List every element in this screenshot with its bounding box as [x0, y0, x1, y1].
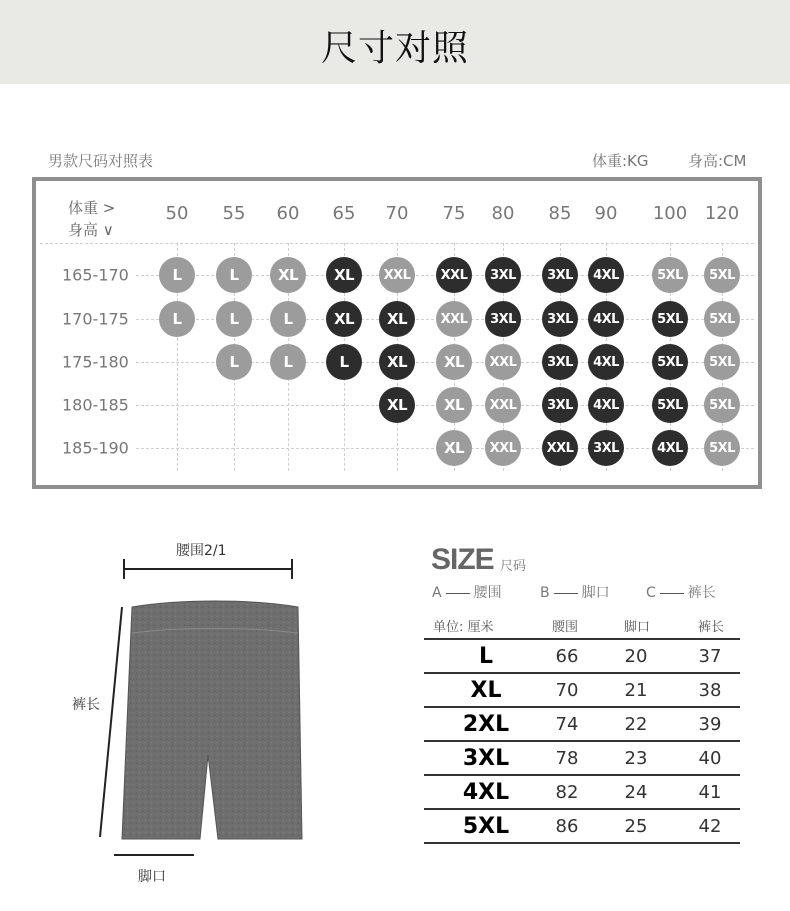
- waist-value: 82: [555, 782, 579, 803]
- size-dot: L: [216, 344, 252, 380]
- size-dot: 4XL: [588, 301, 624, 337]
- size-row-label: 2XL: [462, 712, 510, 737]
- weight-unit-label: 体重:KG: [592, 152, 649, 170]
- table-divider: [424, 774, 740, 776]
- weight-column-label: 70: [385, 203, 409, 224]
- size-dot: L: [270, 344, 306, 380]
- size-dot: XL: [436, 344, 472, 380]
- weight-column-label: 65: [332, 203, 356, 224]
- size-dot: L: [159, 257, 195, 293]
- size-dot: 3XL: [485, 301, 521, 337]
- height-unit-label: 身高:CM: [688, 152, 747, 170]
- leg-value: 22: [624, 714, 648, 735]
- size-dot: 5XL: [652, 344, 688, 380]
- shorts-shape: [122, 601, 302, 839]
- weight-axis-label: 体重 >: [68, 199, 116, 217]
- size-row-label: 3XL: [462, 746, 510, 771]
- size-row-label: 4XL: [462, 780, 510, 805]
- height-row-label: 170-175: [62, 309, 129, 329]
- size-row-label: XL: [470, 678, 502, 703]
- leg-value: 23: [624, 748, 648, 769]
- size-dot: XL: [436, 387, 472, 423]
- shorts-diagram: [90, 555, 330, 865]
- height-row-label: 185-190: [62, 438, 129, 458]
- table-divider: [424, 672, 740, 674]
- size-dot: 4XL: [588, 387, 624, 423]
- weight-column-label: 50: [165, 203, 189, 224]
- size-dot: 4XL: [588, 257, 624, 293]
- size-dot: XL: [379, 344, 415, 380]
- size-dot: 5XL: [652, 387, 688, 423]
- size-dot: XL: [326, 301, 362, 337]
- size-dot: 5XL: [652, 257, 688, 293]
- length-value: 42: [698, 816, 722, 837]
- height-row-label: 175-180: [62, 352, 129, 372]
- waist-value: 78: [555, 748, 579, 769]
- size-dot: 5XL: [704, 430, 740, 466]
- size-dot: XXL: [485, 344, 521, 380]
- size-dot: 3XL: [542, 387, 578, 423]
- waist-header: 腰围: [552, 620, 579, 635]
- size-dot: L: [216, 301, 252, 337]
- table-divider: [424, 740, 740, 742]
- table-divider: [424, 638, 740, 640]
- size-dot: XXL: [436, 301, 472, 337]
- size-dot: L: [159, 301, 195, 337]
- size-dot: 5XL: [704, 387, 740, 423]
- size-chart-frame: [32, 177, 762, 489]
- height-row-label: 165-170: [62, 265, 129, 285]
- weight-column-label: 60: [276, 203, 300, 224]
- weight-column-label: 100: [652, 203, 688, 224]
- weight-column-label: 80: [491, 203, 515, 224]
- weight-column-label: 75: [442, 203, 466, 224]
- length-label: 裤长: [72, 697, 100, 713]
- table-divider: [424, 706, 740, 708]
- length-measure-line: [100, 607, 122, 837]
- waist-value: 86: [555, 816, 579, 837]
- unit-header: 单位: 厘米: [433, 620, 494, 635]
- size-dot: XXL: [542, 430, 578, 466]
- size-dot: 3XL: [588, 430, 624, 466]
- table-divider: [424, 842, 740, 844]
- length-value: 39: [698, 714, 722, 735]
- height-row-label: 180-185: [62, 395, 129, 415]
- height-axis-label: 身高 ∨: [68, 221, 114, 239]
- size-subtitle: 尺码: [500, 559, 527, 574]
- size-row-label: 5XL: [462, 814, 510, 839]
- size-dot: 4XL: [652, 430, 688, 466]
- length-value: 40: [698, 748, 722, 769]
- waist-value: 66: [555, 646, 579, 667]
- weight-column-label: 85: [548, 203, 572, 224]
- size-dot: L: [326, 344, 362, 380]
- size-title: SIZE: [431, 543, 494, 576]
- size-row-label: L: [478, 644, 494, 669]
- size-dot: XXL: [485, 387, 521, 423]
- table-divider: [424, 808, 740, 810]
- waist-value: 70: [555, 680, 579, 701]
- size-dot: 5XL: [704, 257, 740, 293]
- size-dot: XL: [270, 257, 306, 293]
- size-dot: 5XL: [704, 301, 740, 337]
- leg-value: 21: [624, 680, 648, 701]
- page-title: 尺寸对照: [320, 28, 469, 69]
- size-dot: 5XL: [652, 301, 688, 337]
- size-dot: XXL: [436, 257, 472, 293]
- leg-value: 20: [624, 646, 648, 667]
- size-dot: XL: [379, 301, 415, 337]
- size-dot: 3XL: [542, 257, 578, 293]
- waist-measure-line: [124, 559, 292, 579]
- size-dot: L: [270, 301, 306, 337]
- size-dot: 3XL: [485, 257, 521, 293]
- waist-value: 74: [555, 714, 579, 735]
- size-dot: XL: [326, 257, 362, 293]
- title-banner: [0, 0, 790, 84]
- size-dot: 5XL: [704, 344, 740, 380]
- size-dot: 3XL: [542, 344, 578, 380]
- length-value: 37: [698, 646, 722, 667]
- size-dot: XL: [379, 387, 415, 423]
- size-dot: 4XL: [588, 344, 624, 380]
- legend-a: A 腰围: [432, 585, 502, 601]
- weight-column-label: 90: [594, 203, 618, 224]
- leg-opening-label: 脚口: [138, 869, 166, 885]
- legend-b: B 脚口: [540, 585, 610, 601]
- leg-header: 脚口: [624, 620, 651, 635]
- weight-column-label: 120: [704, 203, 740, 224]
- size-dot: XXL: [485, 430, 521, 466]
- length-header: 裤长: [698, 620, 725, 635]
- size-dot: XXL: [379, 257, 415, 293]
- size-dot: 3XL: [542, 301, 578, 337]
- legend-c: C 裤长: [646, 585, 716, 601]
- size-dot: L: [216, 257, 252, 293]
- leg-value: 24: [624, 782, 648, 803]
- leg-value: 25: [624, 816, 648, 837]
- chart-subtitle: 男款尺码对照表: [48, 152, 154, 170]
- size-chart: [36, 181, 758, 485]
- waist-label: 腰围2/1: [176, 543, 227, 559]
- length-value: 38: [698, 680, 722, 701]
- length-value: 41: [698, 782, 722, 803]
- size-dot: XL: [436, 430, 472, 466]
- weight-column-label: 55: [222, 203, 246, 224]
